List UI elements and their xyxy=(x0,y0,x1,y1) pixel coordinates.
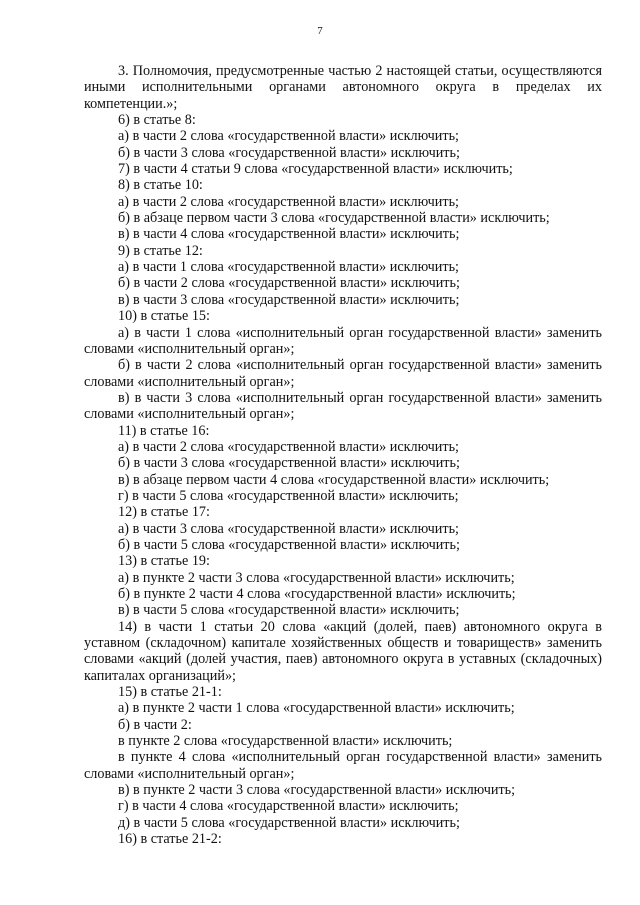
paragraph: г) в части 5 слова «государственной власти» исключить; xyxy=(118,487,459,504)
paragraph: в) в части 4 слова «государственной власти» исключить; xyxy=(118,226,460,243)
paragraph: 9) в статье 12: xyxy=(118,242,203,259)
paragraph: б) в части 5 слова «государственной власти» исключить; xyxy=(118,536,460,553)
paragraph: а) в части 1 слова «исполнительный орган государственной власти» заменить словами «исполнительный орган»; xyxy=(84,324,602,357)
paragraph: в) в части 3 слова «исполнительный орган государственной власти» заменить словами «исполнительный орган»; xyxy=(84,389,602,423)
paragraph: а) в части 1 слова «государственной власти» исключить; xyxy=(118,259,459,276)
paragraph: а) в пункте 2 части 1 слова «государственной власти» исключить; xyxy=(118,700,515,717)
paragraph: 12) в статье 17: xyxy=(118,504,210,521)
document-body xyxy=(84,63,602,848)
paragraph: 14) в части 1 статьи 20 слова «акций (долей, паев) автономного округа в уставном (складочном) капитале хозяйственных обществ и товариществ» заменить словами «акций (долей участия, паев) автономного округа в уставных (складочных) капиталах организаций»; xyxy=(84,618,602,684)
paragraph: в) в части 3 слова «государственной власти» исключить; xyxy=(118,291,460,308)
paragraph: д) в части 5 слова «государственной власти» исключить; xyxy=(118,814,460,831)
paragraph: а) в части 2 слова «государственной власти» исключить; xyxy=(118,438,459,455)
paragraph: б) в части 2 слова «исполнительный орган государственной власти» заменить словами «исполнительный орган»; xyxy=(84,357,602,390)
paragraph: б) в части 2 слова «государственной власти» исключить; xyxy=(118,275,460,292)
paragraph: 3. Полномочия, предусмотренные частью 2 настоящей статьи, осуществляются иными исполнительными органами автономного округа в пределах их компетенции.»; xyxy=(84,63,602,112)
paragraph: 13) в статье 19: xyxy=(118,553,210,570)
paragraph: 16) в статье 21-2: xyxy=(118,831,222,848)
paragraph: 7) в части 4 статьи 9 слова «государственной власти» исключить; xyxy=(118,161,513,178)
paragraph: в пункте 2 слова «государственной власти» исключить; xyxy=(118,733,453,750)
page-number: 7 xyxy=(317,25,323,37)
paragraph: б) в части 3 слова «государственной власти» исключить; xyxy=(118,455,460,472)
paragraph: 15) в статье 21-1: xyxy=(118,684,222,701)
paragraph: 6) в статье 8: xyxy=(118,112,196,129)
paragraph: в) в пункте 2 части 3 слова «государственной власти» исключить; xyxy=(118,782,516,799)
paragraph: 8) в статье 10: xyxy=(118,177,203,194)
paragraph: а) в части 3 слова «государственной власти» исключить; xyxy=(118,520,459,537)
paragraph: в пункте 4 слова «исполнительный орган государственной власти» заменить словами «исполнительный орган»; xyxy=(84,749,602,782)
paragraph: б) в части 2: xyxy=(118,716,192,733)
paragraph: а) в части 2 слова «государственной власти» исключить; xyxy=(118,193,459,210)
paragraph: в) в части 5 слова «государственной власти» исключить; xyxy=(118,602,460,619)
paragraph: в) в абзаце первом части 4 слова «государственной власти» исключить; xyxy=(118,471,550,488)
paragraph: а) в пункте 2 части 3 слова «государственной власти» исключить; xyxy=(118,569,515,586)
paragraph: а) в части 2 слова «государственной власти» исключить; xyxy=(118,128,459,145)
paragraph: 11) в статье 16: xyxy=(118,422,210,439)
paragraph: г) в части 4 слова «государственной власти» исключить; xyxy=(118,798,459,815)
paragraph: 10) в статье 15: xyxy=(118,308,210,325)
paragraph: б) в части 3 слова «государственной власти» исключить; xyxy=(118,144,460,161)
paragraph: б) в абзаце первом части 3 слова «государственной власти» исключить; xyxy=(118,210,550,227)
paragraph: б) в пункте 2 части 4 слова «государственной власти» исключить; xyxy=(118,586,516,602)
